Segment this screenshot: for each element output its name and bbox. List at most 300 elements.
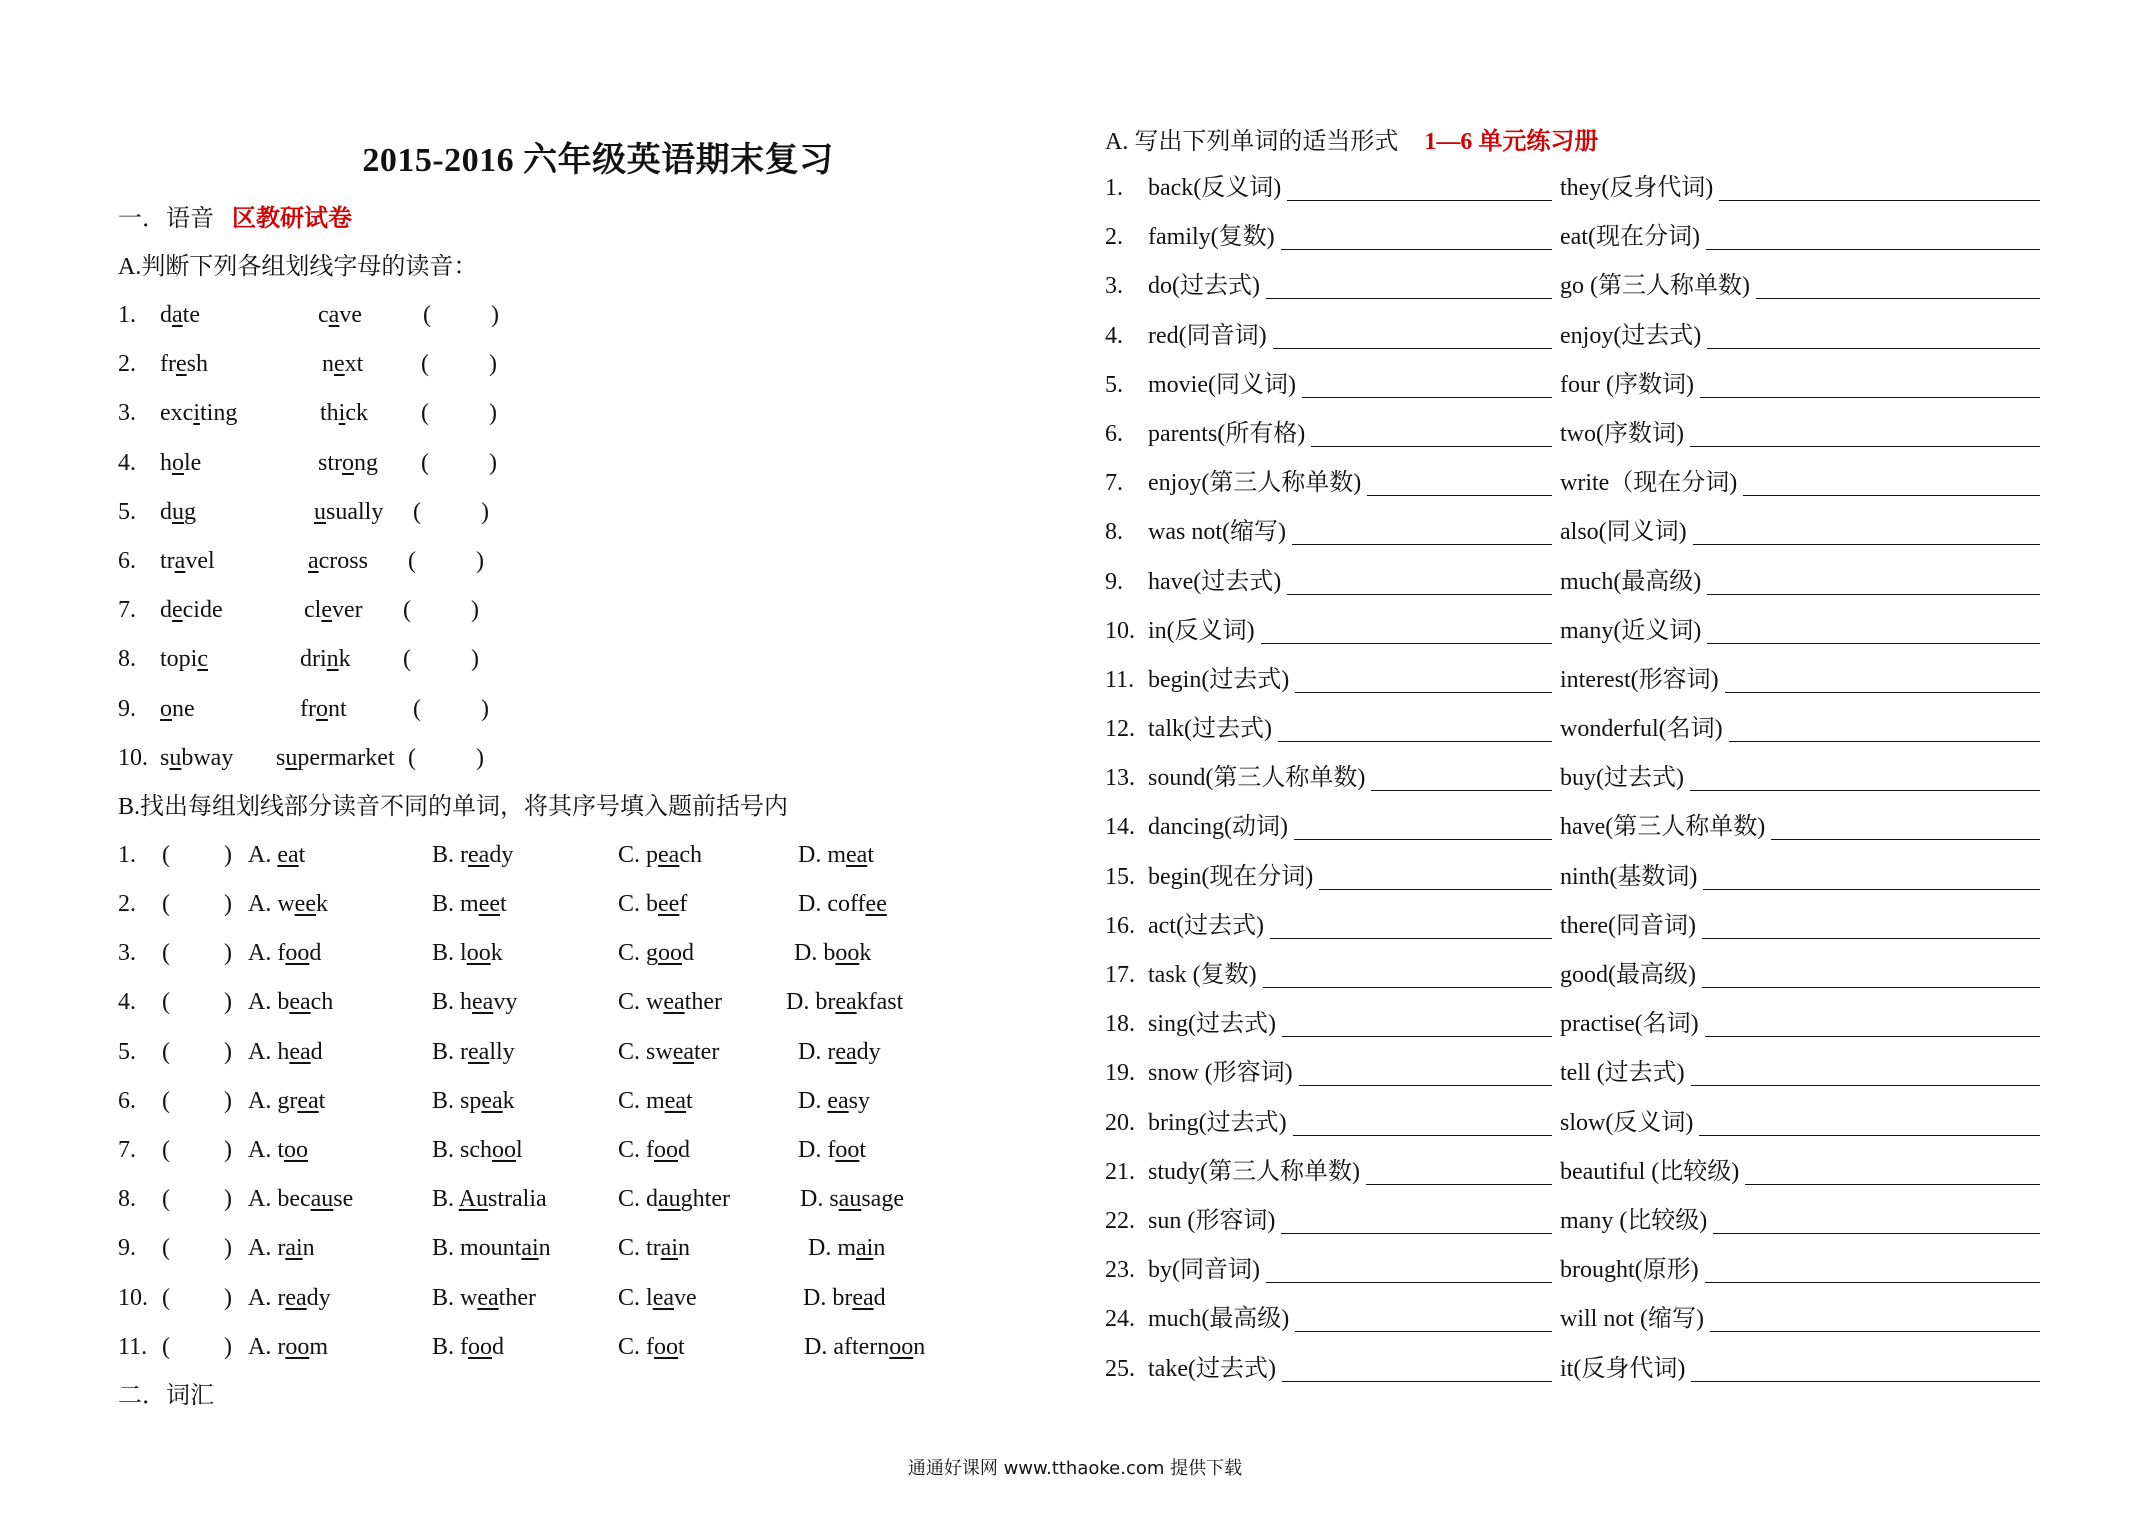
word-two: strong	[318, 449, 378, 476]
option-c: C. train	[618, 1235, 690, 1262]
option-a: A. ready	[248, 1284, 331, 1311]
option-b: B. heavy	[432, 989, 518, 1016]
prompt-b: many(近义词)	[1560, 617, 1702, 644]
answer-brackets[interactable]: ( )	[403, 597, 479, 624]
prompt-a: study(第三人称单数)	[1148, 1158, 1360, 1185]
underlined-letters: ea	[289, 1038, 311, 1065]
odd-one-out-item	[118, 880, 1078, 929]
prompt-a: sun (形容词)	[1148, 1207, 1276, 1234]
option-c: C. food	[618, 1137, 690, 1163]
odd-one-out-item	[118, 1077, 1078, 1126]
prompt-b: wonderful(名词)	[1560, 716, 1723, 743]
prompt-a: have(过去式)	[1148, 568, 1282, 595]
underlined-letters: o	[342, 449, 354, 476]
prompt-a: sing(过去式)	[1148, 1011, 1276, 1038]
odd-one-out-item	[118, 978, 1078, 1027]
option-d: D. bread	[803, 1284, 886, 1311]
option-c: C. peach	[618, 841, 702, 868]
prompt-a: act(过去式)	[1148, 912, 1264, 939]
option-a: A. food	[248, 940, 322, 967]
option-a: A. head	[248, 1038, 323, 1065]
word-two: usually	[314, 498, 384, 525]
answer-brackets[interactable]: ( )	[403, 646, 479, 673]
underlined-letters: o	[315, 695, 328, 722]
prompt-a: dancing(动词)	[1148, 814, 1288, 841]
phonetics-item	[118, 685, 1078, 734]
prompt-b: there(同音词)	[1560, 912, 1696, 939]
answer-line-b[interactable]	[1706, 219, 2040, 250]
phonetics-item	[118, 734, 1078, 783]
answer-line-a[interactable]	[1281, 219, 1552, 250]
item-number: 23.	[1105, 1257, 1135, 1284]
word-form-item	[1105, 1099, 2095, 1148]
answer-line-a[interactable]	[1371, 760, 1552, 791]
underlined-letters: ea	[277, 841, 299, 868]
option-c: C. leave	[618, 1284, 697, 1311]
option-d: D. foot	[798, 1137, 866, 1163]
answer-line-a[interactable]	[1295, 1301, 1552, 1332]
underlined-letters: n	[326, 646, 339, 673]
underlined-letters: au	[658, 1186, 681, 1213]
section-vocabulary-heading: 二．词汇	[118, 1382, 214, 1409]
option-c: C. sweater	[618, 1038, 720, 1065]
item-number: 9.	[118, 1235, 136, 1262]
prompt-a: enjoy(第三人称单数)	[1148, 470, 1362, 497]
underlined-letters: ea	[658, 841, 680, 868]
word-one: decide	[160, 597, 223, 624]
answer-brackets[interactable]: ( )	[423, 302, 499, 328]
prompt-b: enjoy(过去式)	[1560, 322, 1702, 349]
item-number: 24.	[1105, 1306, 1135, 1333]
phonetics-item	[118, 291, 1078, 340]
option-b: B. speak	[432, 1087, 515, 1114]
answer-brackets[interactable]: ( )	[162, 1137, 232, 1163]
answer-line-a[interactable]	[1281, 1203, 1552, 1234]
underlined-letters: a	[328, 302, 340, 328]
section-label: 一．语音	[118, 206, 214, 232]
option-b: B. school	[432, 1137, 523, 1163]
answer-brackets[interactable]: ( )	[162, 989, 232, 1016]
prompt-b: ninth(基数词)	[1560, 863, 1698, 890]
answer-line-b[interactable]	[1690, 416, 2040, 447]
answer-brackets[interactable]: ( )	[162, 891, 232, 918]
answer-line-a[interactable]	[1273, 318, 1552, 349]
phonetics-item	[118, 635, 1078, 684]
underlined-letters: oo	[492, 1137, 516, 1163]
underlined-letters: e	[172, 597, 183, 624]
answer-line-b[interactable]	[1707, 564, 2040, 595]
prompt-b: go (第三人称单数)	[1560, 273, 1750, 300]
word-form-item	[1105, 213, 2095, 262]
underlined-letters: e	[334, 351, 345, 378]
underlined-letters: ea	[472, 989, 494, 1016]
answer-line-b[interactable]	[1756, 268, 2040, 299]
word-two: cave	[318, 302, 362, 328]
answer-line-a[interactable]	[1270, 908, 1552, 939]
prompt-b: slow(反义词)	[1560, 1109, 1694, 1136]
item-number: 1.	[118, 302, 136, 328]
word-two: across	[308, 547, 368, 574]
odd-one-out-item	[118, 1274, 1078, 1323]
word-form-item	[1105, 558, 2095, 607]
prompt-b: eat(现在分词)	[1560, 224, 1700, 251]
word-form-item	[1105, 1295, 2095, 1344]
option-a: A. week	[248, 891, 328, 918]
option-b: B. ready	[432, 841, 514, 868]
section-source-tag: 区教研试卷	[232, 206, 352, 232]
underlined-letters: ea	[285, 1284, 307, 1311]
word-form-item	[1105, 508, 2095, 557]
prompt-b: they(反身代词)	[1560, 175, 1714, 201]
underlined-letters: oo	[285, 1333, 310, 1360]
underlined-letters: au	[838, 1186, 862, 1213]
item-number: 5.	[1105, 371, 1123, 398]
option-d: D. main	[808, 1235, 886, 1262]
part-b-instruction: B.找出每组划线部分读音不同的单词，将其序号填入题前括号内	[118, 793, 789, 820]
underlined-letters: ea	[835, 989, 857, 1016]
option-a: A. eat	[248, 841, 306, 868]
underlined-letters: ee	[478, 891, 500, 918]
underlined-letters: u	[285, 744, 298, 771]
word-form-item	[1105, 1000, 2095, 1049]
answer-line-b[interactable]	[1691, 1351, 2040, 1382]
prompt-b: also(同义词)	[1560, 519, 1687, 546]
underlined-letters: ea	[468, 841, 490, 868]
answer-line-b[interactable]	[1693, 514, 2040, 545]
prompt-a: sound(第三人称单数)	[1148, 765, 1366, 792]
word-form-item	[1105, 607, 2095, 656]
answer-line-b[interactable]	[1729, 711, 2040, 742]
odd-one-out-item	[118, 1126, 1078, 1175]
answer-line-b[interactable]	[1690, 760, 2040, 791]
answer-line-b[interactable]	[1691, 1055, 2040, 1086]
underlined-letters: oo	[284, 1137, 308, 1163]
answer-line-a[interactable]	[1295, 662, 1552, 693]
option-b: B. really	[432, 1038, 515, 1065]
item-number: 5.	[118, 1038, 136, 1065]
underlined-letters: ai	[660, 1235, 678, 1262]
item-number: 10.	[1105, 617, 1135, 644]
answer-line-a[interactable]	[1319, 859, 1552, 890]
footer-credit: 通通好课网 www.tthaoke.com 提供下载	[907, 1458, 1243, 1479]
answer-line-b[interactable]	[1699, 1105, 2040, 1136]
word-form-item	[1105, 410, 2095, 459]
underlined-letters: u	[314, 498, 326, 525]
item-number: 7.	[118, 597, 136, 624]
word-one: hole	[160, 449, 202, 476]
item-number: 3.	[1105, 273, 1123, 300]
underlined-letters: ea	[652, 1284, 674, 1311]
item-number: 6.	[118, 1087, 136, 1114]
prompt-a: bring(过去式)	[1148, 1109, 1287, 1136]
item-number: 21.	[1105, 1158, 1135, 1185]
phonetics-item	[118, 586, 1078, 635]
word-two: drink	[300, 646, 351, 673]
right-part-a-label: A. 写出下列单词的适当形式	[1105, 129, 1399, 155]
answer-line-a[interactable]	[1282, 1006, 1552, 1037]
answer-line-b[interactable]	[1725, 662, 2040, 693]
word-one: travel	[160, 547, 215, 574]
answer-line-a[interactable]	[1278, 711, 1552, 742]
odd-one-out-item	[118, 1224, 1078, 1273]
section-phonetics-heading	[118, 195, 1078, 243]
item-number: 15.	[1105, 863, 1135, 890]
option-c: C. meat	[618, 1087, 693, 1114]
odd-one-out-item	[118, 1028, 1078, 1077]
word-two: front	[300, 695, 347, 722]
prompt-b: write（现在分词)	[1560, 470, 1738, 497]
underlined-letters: ea	[846, 841, 868, 868]
option-b: B. meet	[432, 891, 507, 918]
underlined-letters: oo	[835, 1137, 860, 1163]
prompt-b: will not (缩写)	[1560, 1306, 1704, 1333]
underlined-letters: oo	[654, 1137, 678, 1163]
prompt-b: buy(过去式)	[1560, 765, 1684, 792]
answer-line-a[interactable]	[1299, 1055, 1552, 1086]
word-one: date	[160, 302, 200, 328]
answer-brackets[interactable]: ( )	[413, 498, 489, 525]
item-number: 8.	[118, 1186, 136, 1213]
answer-line-b[interactable]	[1705, 1006, 2040, 1037]
underlined-letters: i	[338, 400, 346, 427]
answer-line-a[interactable]	[1287, 564, 1552, 595]
prompt-a: was not(缩写)	[1148, 519, 1286, 546]
answer-brackets[interactable]: ( )	[162, 1333, 232, 1360]
prompt-a: in(反义词)	[1148, 617, 1255, 644]
word-form-item	[1105, 1148, 2095, 1197]
answer-brackets[interactable]: ( )	[421, 400, 497, 427]
prompt-b: good(最高级)	[1560, 962, 1696, 988]
answer-line-a[interactable]	[1302, 367, 1552, 398]
prompt-b: practise(名词)	[1560, 1011, 1699, 1038]
answer-line-a[interactable]	[1266, 268, 1552, 299]
part-b-list	[118, 831, 1078, 1372]
underlined-letters: ea	[477, 1284, 499, 1311]
prompt-b: it(反身代词)	[1560, 1355, 1686, 1382]
item-number: 2.	[1105, 224, 1123, 251]
item-number: 19.	[1105, 1060, 1135, 1087]
item-number: 18.	[1105, 1011, 1135, 1038]
word-form-item	[1105, 902, 2095, 951]
underlined-letters: oo	[658, 940, 683, 967]
item-number: 7.	[1105, 470, 1123, 497]
item-number: 10.	[118, 744, 148, 771]
part-a-instruction: A.判断下列各组划线字母的读音：	[118, 254, 478, 280]
option-a: A. beach	[248, 989, 334, 1016]
prompt-a: by(同音词)	[1148, 1257, 1260, 1284]
answer-line-b[interactable]	[1771, 809, 2040, 840]
answer-line-b[interactable]	[1702, 957, 2040, 988]
word-form-item	[1105, 853, 2095, 902]
item-number: 11.	[118, 1333, 148, 1360]
prompt-a: back(反义词)	[1148, 175, 1282, 201]
answer-brackets[interactable]: ( )	[413, 695, 489, 722]
word-one: topic	[160, 646, 208, 673]
item-number: 14.	[1105, 814, 1135, 841]
answer-brackets[interactable]: ( )	[162, 1235, 232, 1262]
option-c: C. good	[618, 940, 695, 967]
prompt-a: snow (形容词)	[1148, 1060, 1293, 1087]
option-d: D. breakfast	[786, 989, 904, 1016]
answer-line-b[interactable]	[1713, 1203, 2040, 1234]
word-two: supermarket	[276, 744, 395, 771]
answer-brackets[interactable]: ( )	[162, 841, 232, 868]
answer-line-a[interactable]	[1282, 1351, 1552, 1382]
answer-line-b[interactable]	[1703, 859, 2040, 890]
answer-line-b[interactable]	[1719, 170, 2040, 201]
right-part-a-heading	[1105, 120, 2095, 164]
item-number: 6.	[1105, 420, 1123, 447]
answer-line-b[interactable]	[1745, 1154, 2040, 1185]
word-two: next	[322, 351, 364, 378]
option-a: A. because	[248, 1186, 354, 1213]
page-title: 2015-2016 六年级英语期末复习	[362, 142, 834, 179]
answer-brackets[interactable]: ( )	[162, 940, 232, 967]
item-number: 2.	[118, 351, 136, 378]
word-form-item	[1105, 803, 2095, 852]
answer-line-b[interactable]	[1700, 367, 2040, 398]
prompt-a: talk(过去式)	[1148, 716, 1272, 743]
answer-brackets[interactable]: ( )	[421, 449, 497, 476]
answer-line-b[interactable]	[1702, 908, 2040, 939]
underlined-letters: ea	[852, 1284, 874, 1311]
option-b: B. weather	[432, 1284, 536, 1311]
word-form-item	[1105, 1246, 2095, 1295]
option-c: C. beef	[618, 891, 688, 918]
phonetics-item	[118, 488, 1078, 537]
word-two: clever	[304, 597, 363, 624]
word-form-item	[1105, 164, 2095, 213]
underlined-letters: a	[308, 547, 319, 574]
underlined-letters: u	[169, 744, 182, 771]
answer-line-b[interactable]	[1743, 465, 2040, 496]
underlined-letters: a	[174, 547, 186, 574]
answer-line-b[interactable]	[1705, 1252, 2040, 1283]
option-b: B. Australia	[432, 1186, 547, 1213]
prompt-b: many (比较级)	[1560, 1207, 1708, 1234]
answer-line-a[interactable]	[1266, 1252, 1552, 1283]
word-form-item	[1105, 361, 2095, 410]
underlined-letters: i	[193, 400, 200, 427]
prompt-b: much(最高级)	[1560, 568, 1702, 595]
underlined-letters: a	[172, 302, 183, 328]
phonetics-item	[118, 340, 1078, 389]
underlined-letters: e	[175, 351, 187, 378]
option-c: C. daughter	[618, 1186, 730, 1213]
answer-brackets[interactable]: ( )	[421, 351, 497, 378]
answer-brackets[interactable]: ( )	[408, 744, 484, 771]
answer-line-a[interactable]	[1292, 514, 1552, 545]
underlined-letters: oo	[835, 940, 860, 967]
answer-brackets[interactable]: ( )	[162, 1087, 232, 1114]
option-d: D. book	[794, 940, 872, 967]
word-form-item	[1105, 459, 2095, 508]
option-d: D. easy	[798, 1087, 870, 1114]
prompt-a: begin(过去式)	[1148, 666, 1290, 693]
item-number: 1.	[118, 841, 136, 868]
underlined-letters: ee	[658, 891, 680, 918]
underlined-letters: ai	[285, 1235, 303, 1262]
underlined-letters: u	[172, 498, 184, 525]
item-number: 8.	[118, 646, 136, 673]
answer-brackets[interactable]: ( )	[408, 547, 484, 574]
prompt-a: much(最高级)	[1148, 1306, 1290, 1333]
item-number: 16.	[1105, 912, 1135, 939]
item-number: 10.	[118, 1284, 148, 1311]
item-number: 9.	[118, 695, 136, 722]
underlined-letters: o	[172, 449, 184, 476]
answer-line-b[interactable]	[1707, 613, 2040, 644]
underlined-letters: e	[321, 597, 332, 624]
underlined-letters: au	[310, 1186, 334, 1213]
option-c: C. foot	[618, 1333, 685, 1360]
word-form-item	[1105, 1049, 2095, 1098]
underlined-letters: ea	[468, 1038, 490, 1065]
option-b: B. look	[432, 940, 503, 967]
option-d: D. ready	[798, 1038, 881, 1065]
option-d: D. coffee	[798, 891, 887, 918]
answer-brackets[interactable]: ( )	[162, 1284, 232, 1311]
answer-line-a[interactable]	[1261, 613, 1552, 644]
prompt-b: brought(原形)	[1560, 1257, 1699, 1284]
answer-brackets[interactable]: ( )	[162, 1186, 232, 1213]
prompt-a: task (复数)	[1148, 962, 1257, 988]
odd-one-out-item	[118, 831, 1078, 880]
answer-line-a[interactable]	[1367, 465, 1552, 496]
option-a: A. room	[248, 1333, 328, 1360]
prompt-a: do(过去式)	[1148, 273, 1260, 300]
item-number: 8.	[1105, 519, 1123, 546]
option-a: A. great	[248, 1087, 326, 1114]
item-number: 7.	[118, 1137, 136, 1163]
part-a-list	[118, 291, 1078, 783]
answer-line-b[interactable]	[1707, 318, 2040, 349]
item-number: 22.	[1105, 1207, 1135, 1234]
underlined-letters: ea	[672, 1038, 694, 1065]
left-column	[118, 120, 1078, 1420]
prompt-b: beautiful (比较级)	[1560, 1158, 1740, 1185]
option-d: D. afternoon	[804, 1333, 926, 1360]
answer-line-a[interactable]	[1287, 170, 1552, 201]
item-number: 3.	[118, 400, 136, 427]
word-form-item	[1105, 705, 2095, 754]
item-number: 11.	[1105, 666, 1135, 693]
odd-one-out-item	[118, 1175, 1078, 1224]
answer-line-a[interactable]	[1294, 809, 1552, 840]
underlined-letters: oo	[285, 940, 310, 967]
answer-line-a[interactable]	[1366, 1154, 1552, 1185]
answer-line-a[interactable]	[1263, 957, 1552, 988]
answer-line-a[interactable]	[1311, 416, 1552, 447]
answer-line-b[interactable]	[1710, 1301, 2040, 1332]
underlined-letters: ee	[865, 891, 887, 918]
item-number: 25.	[1105, 1355, 1135, 1382]
answer-brackets[interactable]: ( )	[162, 1038, 232, 1065]
item-number: 2.	[118, 891, 136, 918]
word-one: one	[160, 695, 195, 722]
underlined-letters: oo	[889, 1333, 914, 1360]
underlined-letters: o	[160, 695, 172, 722]
odd-one-out-item	[118, 929, 1078, 978]
underlined-letters: ea	[481, 1087, 503, 1114]
prompt-a: begin(现在分词)	[1148, 863, 1314, 890]
answer-line-a[interactable]	[1293, 1105, 1552, 1136]
prompt-a: take(过去式)	[1148, 1355, 1276, 1382]
underlined-letters: c	[197, 646, 208, 673]
prompt-a: movie(同义词)	[1148, 371, 1296, 398]
item-number: 3.	[118, 940, 136, 967]
prompt-b: have(第三人称单数)	[1560, 814, 1766, 841]
